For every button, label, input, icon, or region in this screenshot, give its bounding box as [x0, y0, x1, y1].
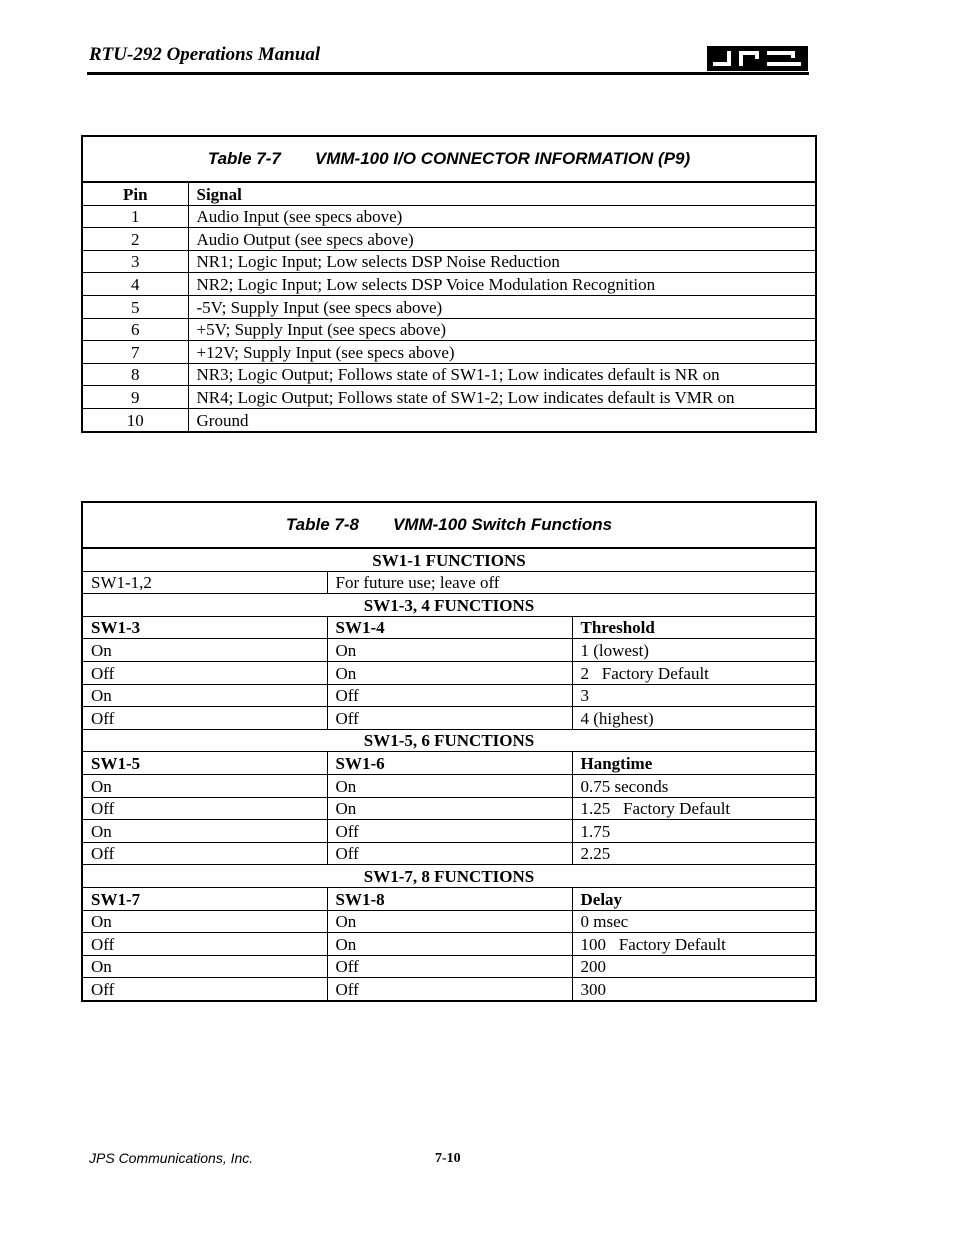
column-header-pin: Pin	[82, 182, 188, 205]
table-cell: 300	[572, 978, 816, 1001]
section-title-row	[82, 729, 816, 752]
header-rule	[87, 72, 809, 75]
table-cell: 3	[572, 684, 816, 707]
pin-cell: 7	[82, 341, 188, 364]
table-row	[82, 228, 816, 251]
table-cell: Off	[82, 933, 327, 956]
table-cell: Off	[82, 978, 327, 1001]
caption-number: Table 7-7	[207, 149, 281, 168]
table-row	[82, 820, 816, 843]
table-row	[82, 707, 816, 730]
pin-cell: 3	[82, 250, 188, 273]
section-title-row	[82, 865, 816, 888]
section-title: SW1-7, 8 FUNCTIONS	[82, 865, 816, 888]
io-connector-table	[81, 135, 817, 433]
table-cell: Off	[82, 797, 327, 820]
pin-cell: 5	[82, 295, 188, 318]
table-cell: On	[327, 774, 572, 797]
table-cell: On	[82, 639, 327, 662]
table-row	[82, 295, 816, 318]
signal-cell: Audio Input (see specs above)	[188, 205, 816, 228]
switch-label: SW1-1,2	[82, 571, 327, 594]
signal-cell: NR3; Logic Output; Follows state of SW1-1; Low indicates default is NR on	[188, 363, 816, 386]
table-cell: On	[327, 933, 572, 956]
pin-cell: 10	[82, 408, 188, 431]
table-row	[82, 250, 816, 273]
signal-cell: Ground	[188, 408, 816, 431]
page-number: 7-10	[435, 1151, 461, 1166]
table-cell: On	[327, 639, 572, 662]
signal-cell: -5V; Supply Input (see specs above)	[188, 295, 816, 318]
signal-cell: +12V; Supply Input (see specs above)	[188, 341, 816, 364]
table-row	[82, 273, 816, 296]
table-cell: Off	[327, 955, 572, 978]
signal-cell: +5V; Supply Input (see specs above)	[188, 318, 816, 341]
column-header: Delay	[572, 887, 816, 910]
table-cell: On	[327, 910, 572, 933]
manual-title: RTU-292 Operations Manual	[89, 44, 321, 65]
footer-company: JPS Communications, Inc.	[89, 1150, 254, 1166]
table-cell: 1 (lowest)	[572, 639, 816, 662]
caption-title: VMM-100 I/O CONNECTOR INFORMATION (P9)	[314, 149, 691, 168]
section-title: SW1-5, 6 FUNCTIONS	[82, 729, 816, 752]
caption-number: Table 7-8	[285, 515, 359, 534]
table-row	[82, 774, 816, 797]
signal-cell: NR2; Logic Input; Low selects DSP Voice Modulation Recognition	[188, 273, 816, 296]
column-header-row	[82, 616, 816, 639]
table-row	[82, 386, 816, 409]
table-cell: On	[327, 661, 572, 684]
table-row	[82, 978, 816, 1001]
table-cell: On	[82, 955, 327, 978]
table-cell: Off	[327, 978, 572, 1001]
table-row	[82, 571, 816, 594]
table-cell: 0.75 seconds	[572, 774, 816, 797]
switch-functions-table	[81, 501, 817, 1002]
table-cell: Off	[82, 842, 327, 865]
pin-cell: 9	[82, 386, 188, 409]
section-title: SW1-1 FUNCTIONS	[82, 548, 816, 571]
table-cell: Off	[82, 707, 327, 730]
pin-cell: 6	[82, 318, 188, 341]
table-caption	[82, 136, 816, 182]
table-row	[82, 408, 816, 431]
table-row	[82, 341, 816, 364]
pin-cell: 4	[82, 273, 188, 296]
section-title-row	[82, 548, 816, 571]
table-row	[82, 933, 816, 956]
table-cell: On	[82, 910, 327, 933]
column-header: SW1-4	[327, 616, 572, 639]
pin-cell: 1	[82, 205, 188, 228]
table-cell: Off	[327, 842, 572, 865]
table-cell: 2.25	[572, 842, 816, 865]
table-cell: On	[327, 797, 572, 820]
table-caption	[82, 502, 816, 548]
table-cell: On	[82, 774, 327, 797]
pin-cell: 2	[82, 228, 188, 251]
table-row	[82, 318, 816, 341]
table-cell: Off	[327, 707, 572, 730]
column-header: SW1-6	[327, 752, 572, 775]
column-header: Hangtime	[572, 752, 816, 775]
table-cell: Off	[327, 820, 572, 843]
caption-title: VMM-100 Switch Functions	[392, 515, 613, 534]
column-header: Threshold	[572, 616, 816, 639]
column-header-row	[82, 752, 816, 775]
table-cell: 100 Factory Default	[572, 933, 816, 956]
table-row	[82, 205, 816, 228]
table-cell: Off	[82, 661, 327, 684]
column-header-signal: Signal	[188, 182, 816, 205]
table-row	[82, 797, 816, 820]
signal-cell: NR1; Logic Input; Low selects DSP Noise Reduction	[188, 250, 816, 273]
table-row	[82, 955, 816, 978]
signal-cell: NR4; Logic Output; Follows state of SW1-2; Low indicates default is VMR on	[188, 386, 816, 409]
table-row	[82, 684, 816, 707]
table-row	[82, 910, 816, 933]
table-cell: 200	[572, 955, 816, 978]
column-header: SW1-7	[82, 887, 327, 910]
table-header-row	[82, 182, 816, 205]
section-title-row	[82, 594, 816, 617]
table-cell: 2 Factory Default	[572, 661, 816, 684]
table-row	[82, 639, 816, 662]
table-row	[82, 363, 816, 386]
switch-description: For future use; leave off	[327, 571, 816, 594]
table-cell: On	[82, 820, 327, 843]
table-cell: 0 msec	[572, 910, 816, 933]
table-cell: On	[82, 684, 327, 707]
column-header: SW1-8	[327, 887, 572, 910]
table-cell: Off	[327, 684, 572, 707]
column-header: SW1-3	[82, 616, 327, 639]
table-cell: 4 (highest)	[572, 707, 816, 730]
section-title: SW1-3, 4 FUNCTIONS	[82, 594, 816, 617]
column-header-row	[82, 887, 816, 910]
table-cell: 1.25 Factory Default	[572, 797, 816, 820]
table-cell: 1.75	[572, 820, 816, 843]
jps-logo	[707, 46, 808, 71]
table-row	[82, 842, 816, 865]
table-row	[82, 661, 816, 684]
column-header: SW1-5	[82, 752, 327, 775]
signal-cell: Audio Output (see specs above)	[188, 228, 816, 251]
pin-cell: 8	[82, 363, 188, 386]
